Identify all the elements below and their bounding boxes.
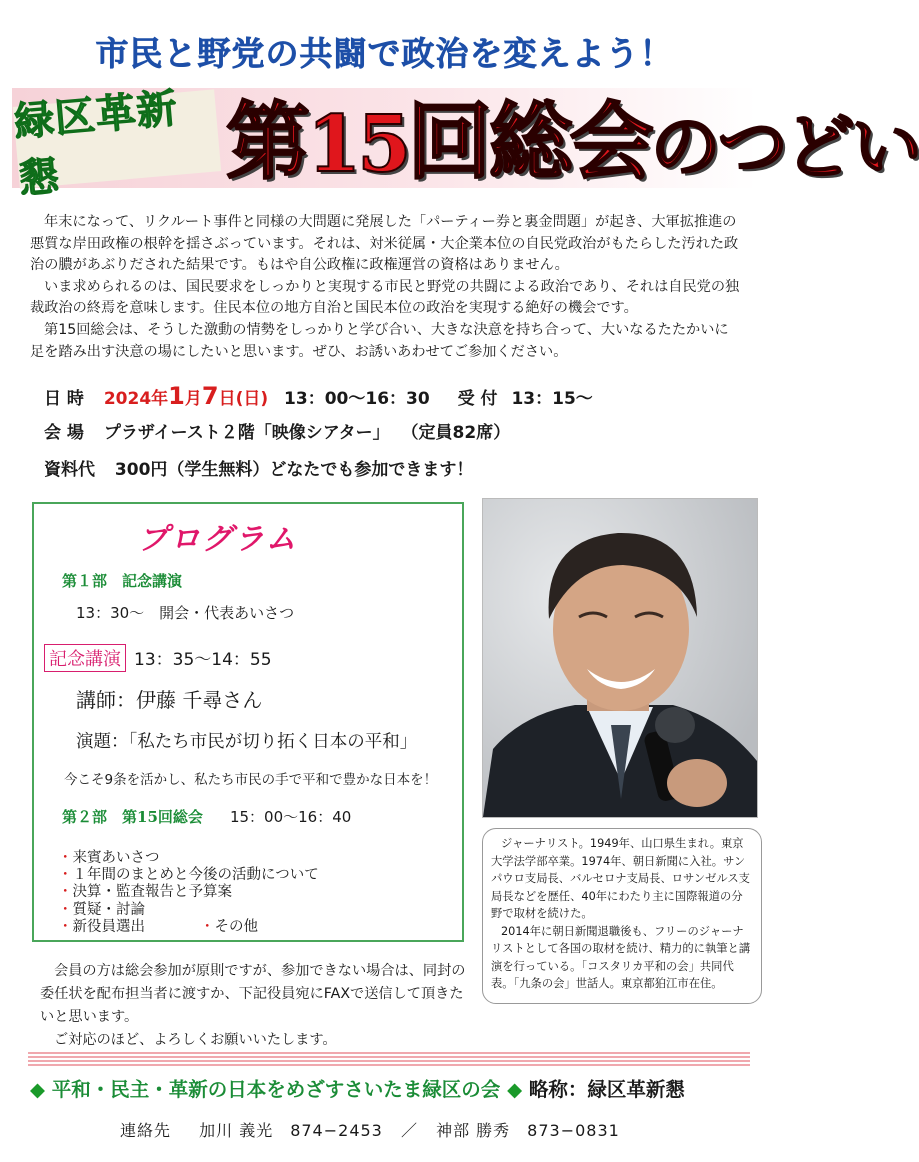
reception-time: 13：15〜 [511,389,593,409]
opening-line: 13：30〜 開会・代表あいさつ [76,604,295,622]
venue-label: 会 場 [44,423,84,443]
agenda-other [200,919,258,936]
diamond-icon: ◆ [507,1078,523,1101]
event-time: 13：00〜16：30 [284,389,430,409]
note-paragraph: ご対応のほど、よろしくお願いいたします。 [54,1032,337,1048]
lecture-title: 演題：「私たち市民が切り拓く日本の平和」 [76,732,418,752]
date-year: 2024年 [103,389,169,409]
event-date-line [44,382,593,410]
lecture-tagline: 今こそ9条を活かし、私たち市民の手で平和で豊かな日本を！ [64,772,438,788]
venue: プラザイースト２階「映像シアター」 [103,423,390,443]
slogan: 市民と野党の共闘で政治を変えよう！ [95,34,674,73]
date-label: 日 時 [44,389,84,409]
part2-heading: 第２部 第15回総会 [62,808,203,826]
contact-label: 連絡先 [120,1121,172,1140]
event-fee-line [44,455,473,480]
intro-paragraph: 年末になって、リクルート事件と同様の大問題に発展した「パーティー券と裏金問題」が起き、大軍拡推進の悪質な岸田政権の根幹を揺さぶっています。それは、対米従属・大企業本位の自民党政治がもたらした汚れた政治の膿があぶりだされた結果です。もはや自公政権に政権運営の資格はありません。 [30,214,739,274]
list-item: ・ １年間のまとめと今後の活動について [58,867,319,884]
speaker-photo [482,498,758,818]
fee-label: 資料代 [44,460,95,480]
list-item: ・ 決算・監査報告と予算案 [58,884,319,901]
intro-paragraph: いま求められるのは、国民要求をしっかりと実現する市民と野党の共闘による政治であり、それは自民党の独裁政治の終焉を意味します。住民本位の地方自治と国民本位の政治を実現する絶好の機会です。 [30,278,740,317]
divider-stripes [28,1052,750,1066]
intro-text [30,212,742,363]
date-month-unit: 月 [184,389,202,409]
org-full-name: 平和・民主・革新の日本をめざすさいたま緑区の会 [51,1078,501,1101]
part2-line [62,806,351,827]
speaker-bio [482,828,762,1004]
lecture-badge: 記念講演 [44,644,126,672]
list-item: ・ 質疑・討論 [58,902,319,919]
date-day-num: 7 [201,382,219,410]
list-item: ・ その他 [200,919,258,936]
title-mid: 回総会 [407,92,651,191]
event-venue-line [44,418,510,443]
lecture-time: 13：35〜14：55 [134,650,272,670]
part2-time: 15：00〜16：40 [229,808,352,826]
date-weekday: (日) [235,389,269,409]
part1-heading: 第１部 記念講演 [62,572,183,590]
note-paragraph: 会員の方は総会参加が原則ですが、参加できない場合は、同封の委任状を配布担当者に渡すか、下記役員宛にFAXで送信して頂きたいと思います。 [40,963,466,1025]
title-suffix: のつどい [650,105,919,188]
org-abbreviation: 略称：緑区革新懇 [528,1078,685,1101]
contact-separator: ／ [400,1121,418,1140]
lecture-time-line [44,644,272,672]
agenda-list [58,850,319,936]
main-title [226,92,919,197]
members-note [40,960,470,1052]
footer-org-line [30,1074,685,1102]
speaker-photo-illustration [483,499,757,817]
org-short-name: 緑区革新懇 [12,85,180,203]
title-prefix: 第 [226,92,308,191]
fee: 300円（学生無料）どなたでも参加できます！ [114,460,474,480]
diamond-icon: ◆ [30,1078,45,1101]
date-month-num: 1 [168,382,185,410]
bio-paragraph: 2014年に朝日新聞退職後も、フリーのジャーナリストとして各国の取材を続け、精力的に執筆と講演を行っている。「コスタリカ平和の会」共同代表。「九条の会」世話人。東京都狛江市在住。 [491,924,751,990]
date-day-unit: 日 [218,389,236,409]
list-item: ・ 来賓あいさつ [58,850,319,867]
title-number: 15 [307,99,408,190]
list-item: ・ 新役員選出 [58,919,319,936]
contact-person-1: 加川 義光 874−2453 [199,1121,383,1140]
program-title: プログラム [138,522,298,557]
speaker: 講師：伊藤 千尋さん [76,688,263,712]
capacity: （定員82席） [401,423,511,443]
org-badge [12,85,221,203]
bio-paragraph: ジャーナリスト。1949年、山口県生まれ。東京大学法学部卒業。1974年、朝日新聞に入社。サンパウロ支局長、バルセロナ支局長、ロサンゼルス支局長などを歴任、40年にわたり主に国際報道の分野で取材を続けた。 [491,837,750,920]
reception-label: 受 付 [457,389,498,409]
contact-person-2: 神部 勝秀 873−0831 [436,1121,620,1140]
contact-line [120,1118,620,1141]
intro-paragraph: 第15回総会は、そうした激動の情勢をしっかりと学び合い、大きな決意を持ち合って、大いなるたたかいに足を踏み出す決意の場にしたいと思います。ぜひ、お誘いあわせてご参加ください。 [30,321,729,360]
